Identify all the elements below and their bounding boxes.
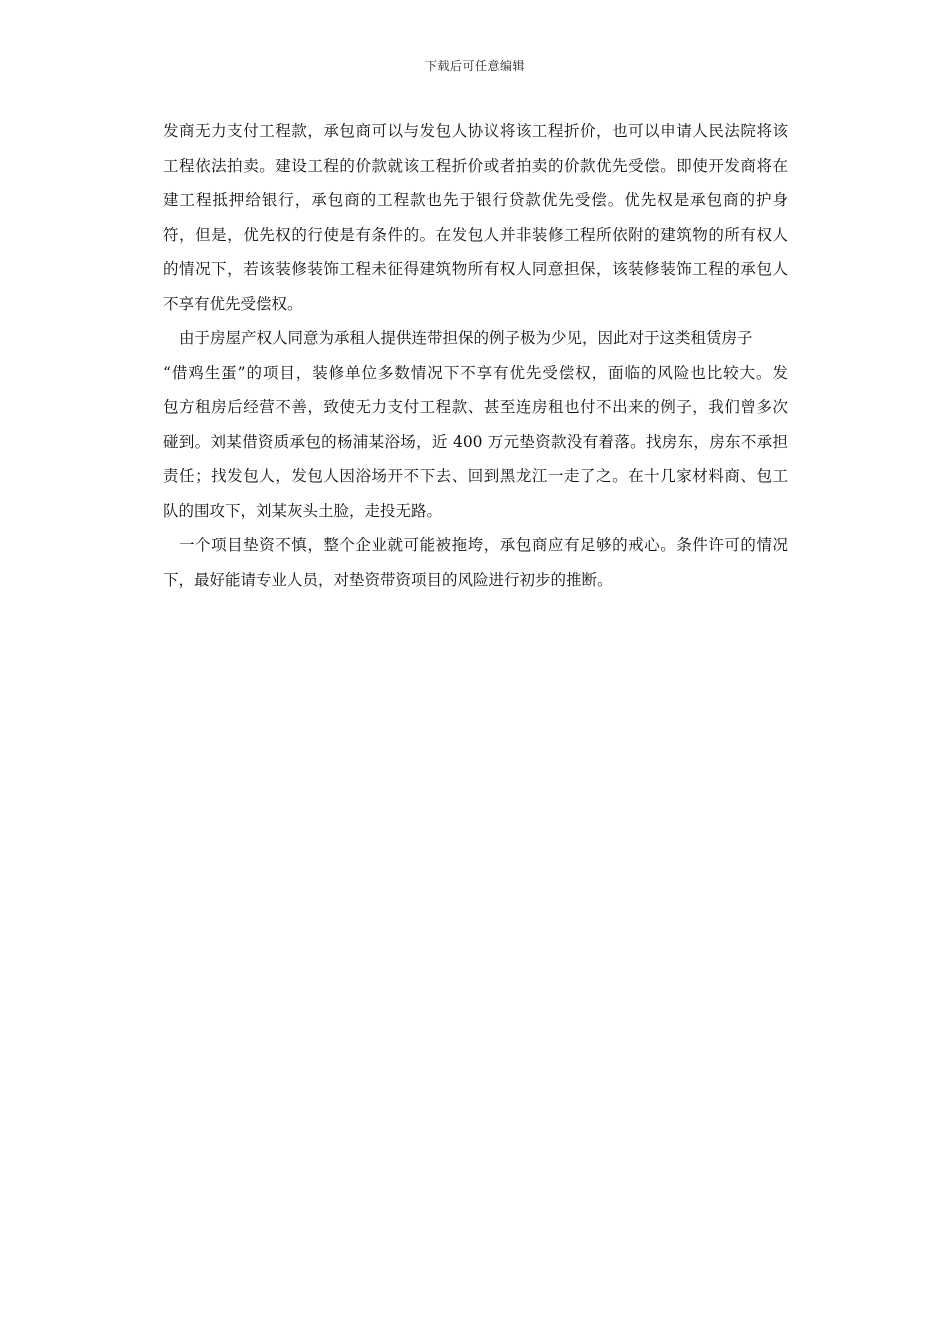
text-line: 建工程抵押给银行，承包商的工程款也先于银行贷款优先受偿。优先权是承包商的护身 (163, 191, 788, 209)
text-line: 不享有优先受偿权。 (163, 294, 303, 313)
paragraph-1 (163, 114, 788, 321)
text-line: 由于房屋产权人同意为承租人提供连带担保的例子极为少见，因此对于这类租赁房子 (179, 329, 753, 347)
text-line: 下，最好能请专业人员，对垫资带资项目的风险进行初步的推断。 (163, 570, 613, 589)
document-body (163, 114, 788, 597)
text-line: 包方租房后经营不善，致使无力支付工程款、甚至连房租也付不出来的例子，我们曾多次 (163, 398, 788, 416)
text-line: 的情况下，若该装修装饰工程未征得建筑物所有权人同意担保，该装修装饰工程的承包人 (163, 260, 788, 278)
text-line: 符，但是，优先权的行使是有条件的。在发包人并非装修工程所依附的建筑物的所有权人 (163, 225, 788, 244)
text-line: “借鸡生蛋”的项目，装修单位多数情况下不享有优先受偿权，面临的风险也比较大。发 (163, 363, 788, 382)
paragraph-3 (163, 528, 788, 597)
paragraph-2 (163, 321, 788, 528)
text-line: 一个项目垫资不慎，整个企业就可能被拖垮，承包商应有足够的戒心。条件许可的情况 (179, 536, 788, 554)
text-line: 队的围攻下，刘某灰头土脸，走投无路。 (163, 501, 443, 520)
text-line: 发商无力支付工程款，承包商可以与发包人协议将该工程折价，也可以申请人民法院将该 (163, 122, 788, 140)
text-line: 工程依法拍卖。建设工程的价款就该工程折价或者拍卖的价款优先受偿。即使开发商将在 (163, 156, 788, 175)
page-header: 下载后可任意编辑 (424, 59, 525, 73)
text-line: 责任；找发包人，发包人因浴场开不下去、回到黑龙江一走了之。在十几家材料商、包工 (163, 467, 788, 485)
text-line: 碰到。刘某借资质承包的杨浦某浴场，近 400 万元垫资款没有着落。找房东，房东不承担 (163, 432, 788, 451)
